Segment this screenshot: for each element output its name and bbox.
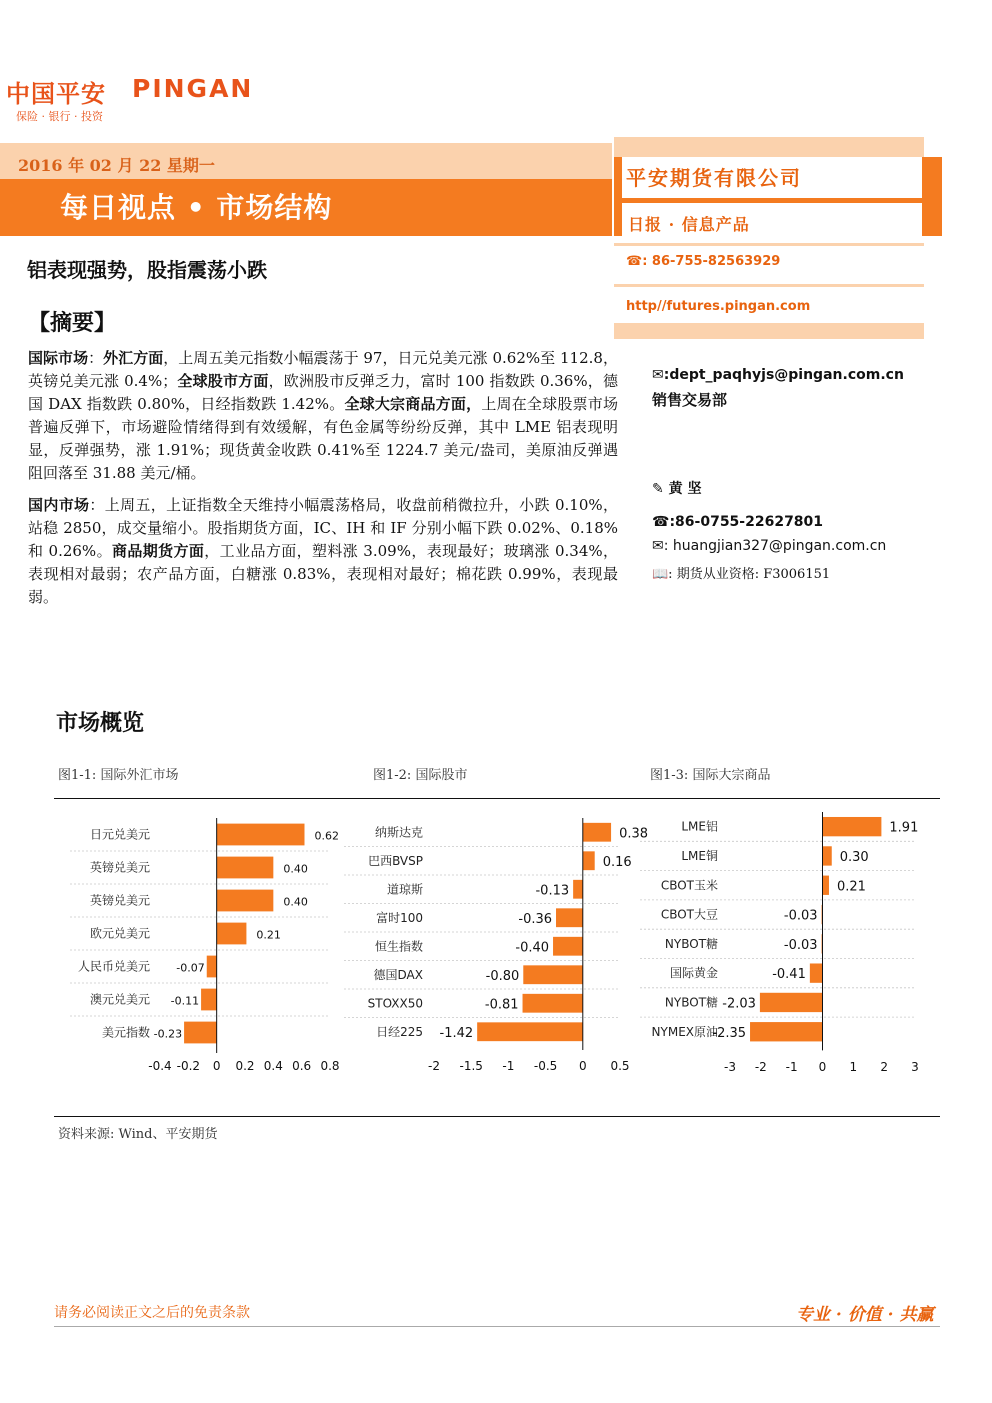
tick-label: -1 [785,1060,798,1074]
value-label: -0.07 [176,961,205,975]
category-label: 澳元兑美元 [89,992,150,1007]
dept-email[interactable]: ✉:dept_paqhyjs@pingan.com.cn [652,367,904,383]
domestic-text-2: ，工业品方面，塑料涨 3.09%，表现最好；玻璃涨 0.34%，表现相对最弱；农产品方面，白糖涨 0.83%，表现相对最好；棉花跌 0.99%，表现最弱。 [28,542,619,606]
value-label: 0.40 [283,862,308,876]
tick-label: -0.5 [533,1059,558,1073]
bar [217,923,247,945]
category-label: 道琼斯 [386,882,423,897]
company-phone: ☎: 86-755-82563929 [626,254,781,269]
category-label: NYMEX原油 [651,1024,718,1039]
bar [583,823,611,842]
value-label: -2.35 [712,1025,747,1041]
category-label: LME铝 [681,819,718,834]
category-label: 富时100 [376,910,423,925]
category-label: LME铜 [681,848,718,863]
value-label: -0.03 [783,908,818,924]
value-label: -0.36 [518,911,553,927]
brand-tagline: 保险 · 银行 · 投资 [16,110,103,123]
value-label: -2.03 [722,996,756,1012]
tick-label: 0 [212,1059,221,1073]
domestic-text-1: ：上周五，上证指数全天维持小幅震荡格局，收盘前稍微拉升，小跌 0.10%，站稳 2850，成交量缩小。股指期货方面，IC、IH 和 IF 分别小幅下跌 0.02%、0.18%和 0.26%。 [28,496,618,560]
bar [184,1022,217,1044]
bar [823,817,882,836]
cmdty-label: 全球大宗商品方面， [344,395,482,413]
equity-label: 全球股市方面 [177,372,269,390]
report-title: 每日视点 • 市场结构 [60,191,333,224]
bar [523,994,583,1013]
figure-bottom-rule [54,1116,940,1117]
value-label: -0.23 [153,1027,183,1041]
company-url[interactable]: http//futures.pingan.com [626,299,811,314]
bar [217,890,274,912]
category-label: 恒生指数 [374,939,423,954]
bar [201,989,217,1011]
category-label: CBOT玉米 [660,878,718,893]
tick-label: -1.5 [459,1059,483,1073]
domestic-label: 国内市场 [28,496,90,514]
value-label: -0.41 [772,967,806,983]
category-label: 纳斯达克 [374,825,423,840]
domestic-cmdty-label: 商品期货方面 [111,542,205,560]
tick-label: 0.2 [235,1059,255,1073]
bar [810,963,823,982]
bar [217,824,305,846]
data-source: 资料来源: Wind、平安期货 [58,1127,218,1142]
footer-divider [54,1326,940,1327]
category-label: 日经225 [376,1024,423,1039]
tick-label: -0.4 [148,1059,172,1073]
value-label: 0.30 [839,849,869,865]
category-label: 巴西BVSP [368,853,423,868]
category-label: 国际黄金 [669,966,718,981]
company-name: 平安期货有限公司 [626,166,802,190]
bar [823,846,832,865]
figure-caption-2: 图1-2: 国际股市 [373,768,468,783]
tick-label: 0.4 [263,1059,283,1073]
value-label: 0.21 [256,928,281,942]
license-number: 📖: 期货从业资格: F3006151 [652,567,831,582]
chart-commodity [640,812,919,1074]
analyst-name: ✎ 黄 坚 [652,481,702,497]
bar [207,956,217,978]
bar [477,1022,583,1041]
tick-label: -3 [724,1060,736,1074]
value-label: -0.40 [515,940,550,956]
intl-label: 国际市场 [28,349,89,367]
value-label: 0.40 [283,895,308,909]
tick-label: -2 [428,1059,440,1073]
bar [750,1022,822,1041]
chart-fx [70,818,340,1073]
value-label: -0.11 [170,994,200,1008]
tick-label: -1 [502,1059,515,1073]
section-title: 市场概览 [56,710,145,736]
value-label: 0.62 [314,829,339,843]
category-label: STOXX50 [367,996,423,1011]
equity-text: ，欧洲股市反弹乏力，富时 100 指数跌 0.36%，德国 DAX 指数跌 0.80%，日经指数跌 1.42%。 [28,372,618,413]
bar [556,908,583,927]
tick-label: -2 [754,1060,767,1074]
category-label: CBOT大豆 [660,907,718,922]
fx-text: ，上周五美元指数小幅震荡于 97，日元兑美元涨 0.62%至 112.8，英镑兑美元涨 0.4%； [28,349,618,390]
value-label: 1.91 [889,820,919,836]
category-label: 英镑兑美元 [89,893,150,908]
tick-label: 0 [578,1059,587,1073]
category-label: NYBOT糖 [664,995,718,1010]
category-label: 人民币兑美元 [77,959,150,974]
tick-label: -0.2 [176,1059,201,1073]
tick-label: 0.8 [320,1059,340,1073]
value-label: -0.03 [783,937,818,953]
category-label: 英镑兑美元 [89,860,150,875]
abstract-heading: 【摘要】 [28,310,117,336]
report-type: 日报 · 信息产品 [628,215,750,234]
bar [553,937,583,956]
tick-label: 2 [880,1060,888,1074]
cmdty-text: 上周在全球股票市场普遍反弹下，市场避险情绪得到有效缓解，有色金属等纷纷反弹，其中 LME 铝表现明显，反弹强势，涨 1.91%；现货黄金收跌 0.41%至 1224.7 美元/盎司，美原油反弹遇阻回落至 31.88 美元/桶。 [28,395,618,482]
category-label: 德国DAX [373,967,423,982]
tick-label: 1 [849,1060,858,1074]
bar [823,876,829,895]
chart-equity [344,818,648,1073]
brand-slogan: 专业 · 价值 · 共赢 [796,1305,934,1325]
brand-logo-en: PINGAN [132,74,254,103]
value-label: -0.81 [484,997,519,1013]
dept-name: 销售交易部 [652,391,728,409]
category-label: NYBOT糖 [664,936,718,951]
report-date: 2016 年 02 月 22 星期一 [18,156,215,175]
headline: 铝表现强势，股指震荡小跌 [27,258,267,282]
fx-label: 外汇方面 [103,349,164,367]
figure-caption-3: 图1-3: 国际大宗商品 [650,768,771,783]
value-label: -0.80 [485,968,520,984]
tick-label: 0 [818,1060,827,1074]
category-label: 美元指数 [101,1025,150,1040]
analyst-phone: ☎:86-0755-22627801 [652,514,824,530]
value-label: -1.42 [439,1025,474,1041]
figure-caption-1: 图1-1: 国际外汇市场 [58,768,179,783]
value-label: 0.38 [619,826,649,842]
tick-label: 0.5 [610,1059,630,1073]
bar [760,993,823,1012]
disclaimer-link[interactable]: 请务必阅读正文之后的免责条款 [54,1305,250,1321]
tick-label: 3 [911,1060,919,1074]
intl-market-paragraph: 国际市场：外汇方面，上周五美元指数小幅震荡于 97，日元兑美元涨 0.62%至 112.8，英镑兑美元涨 0.4%；全球股市方面，欧洲股市反弹乏力，富时 100 指数跌 0.36%，德国 DAX 指数跌 0.80%，日经指数跌 1.42%。全球大宗商品方面，上周在全球股票市场普遍反弹下，市场避险情绪得到有效缓解，有色金属等纷纷反弹，其中 LME 铝表现明显，反弹强势，涨 1.91%；现货黄金收跌 0.41%至 1224.7 美元/盎司，美原油反弹遇阻回落至 31.88 美元/桶。 [28,349,618,482]
value-label: -0.13 [535,883,570,899]
bar [217,857,274,879]
category-label: 欧元兑美元 [89,926,150,941]
analyst-email[interactable]: ✉: huangjian327@pingan.com.cn [652,538,887,554]
bar [573,880,583,899]
tick-label: 0.6 [292,1059,312,1073]
category-label: 日元兑美元 [89,827,150,842]
bar [583,851,595,870]
value-label: 0.21 [836,879,866,895]
value-label: 0.16 [602,854,632,870]
bar [523,965,583,984]
brand-logo-cn: 中国平安 [6,80,106,108]
